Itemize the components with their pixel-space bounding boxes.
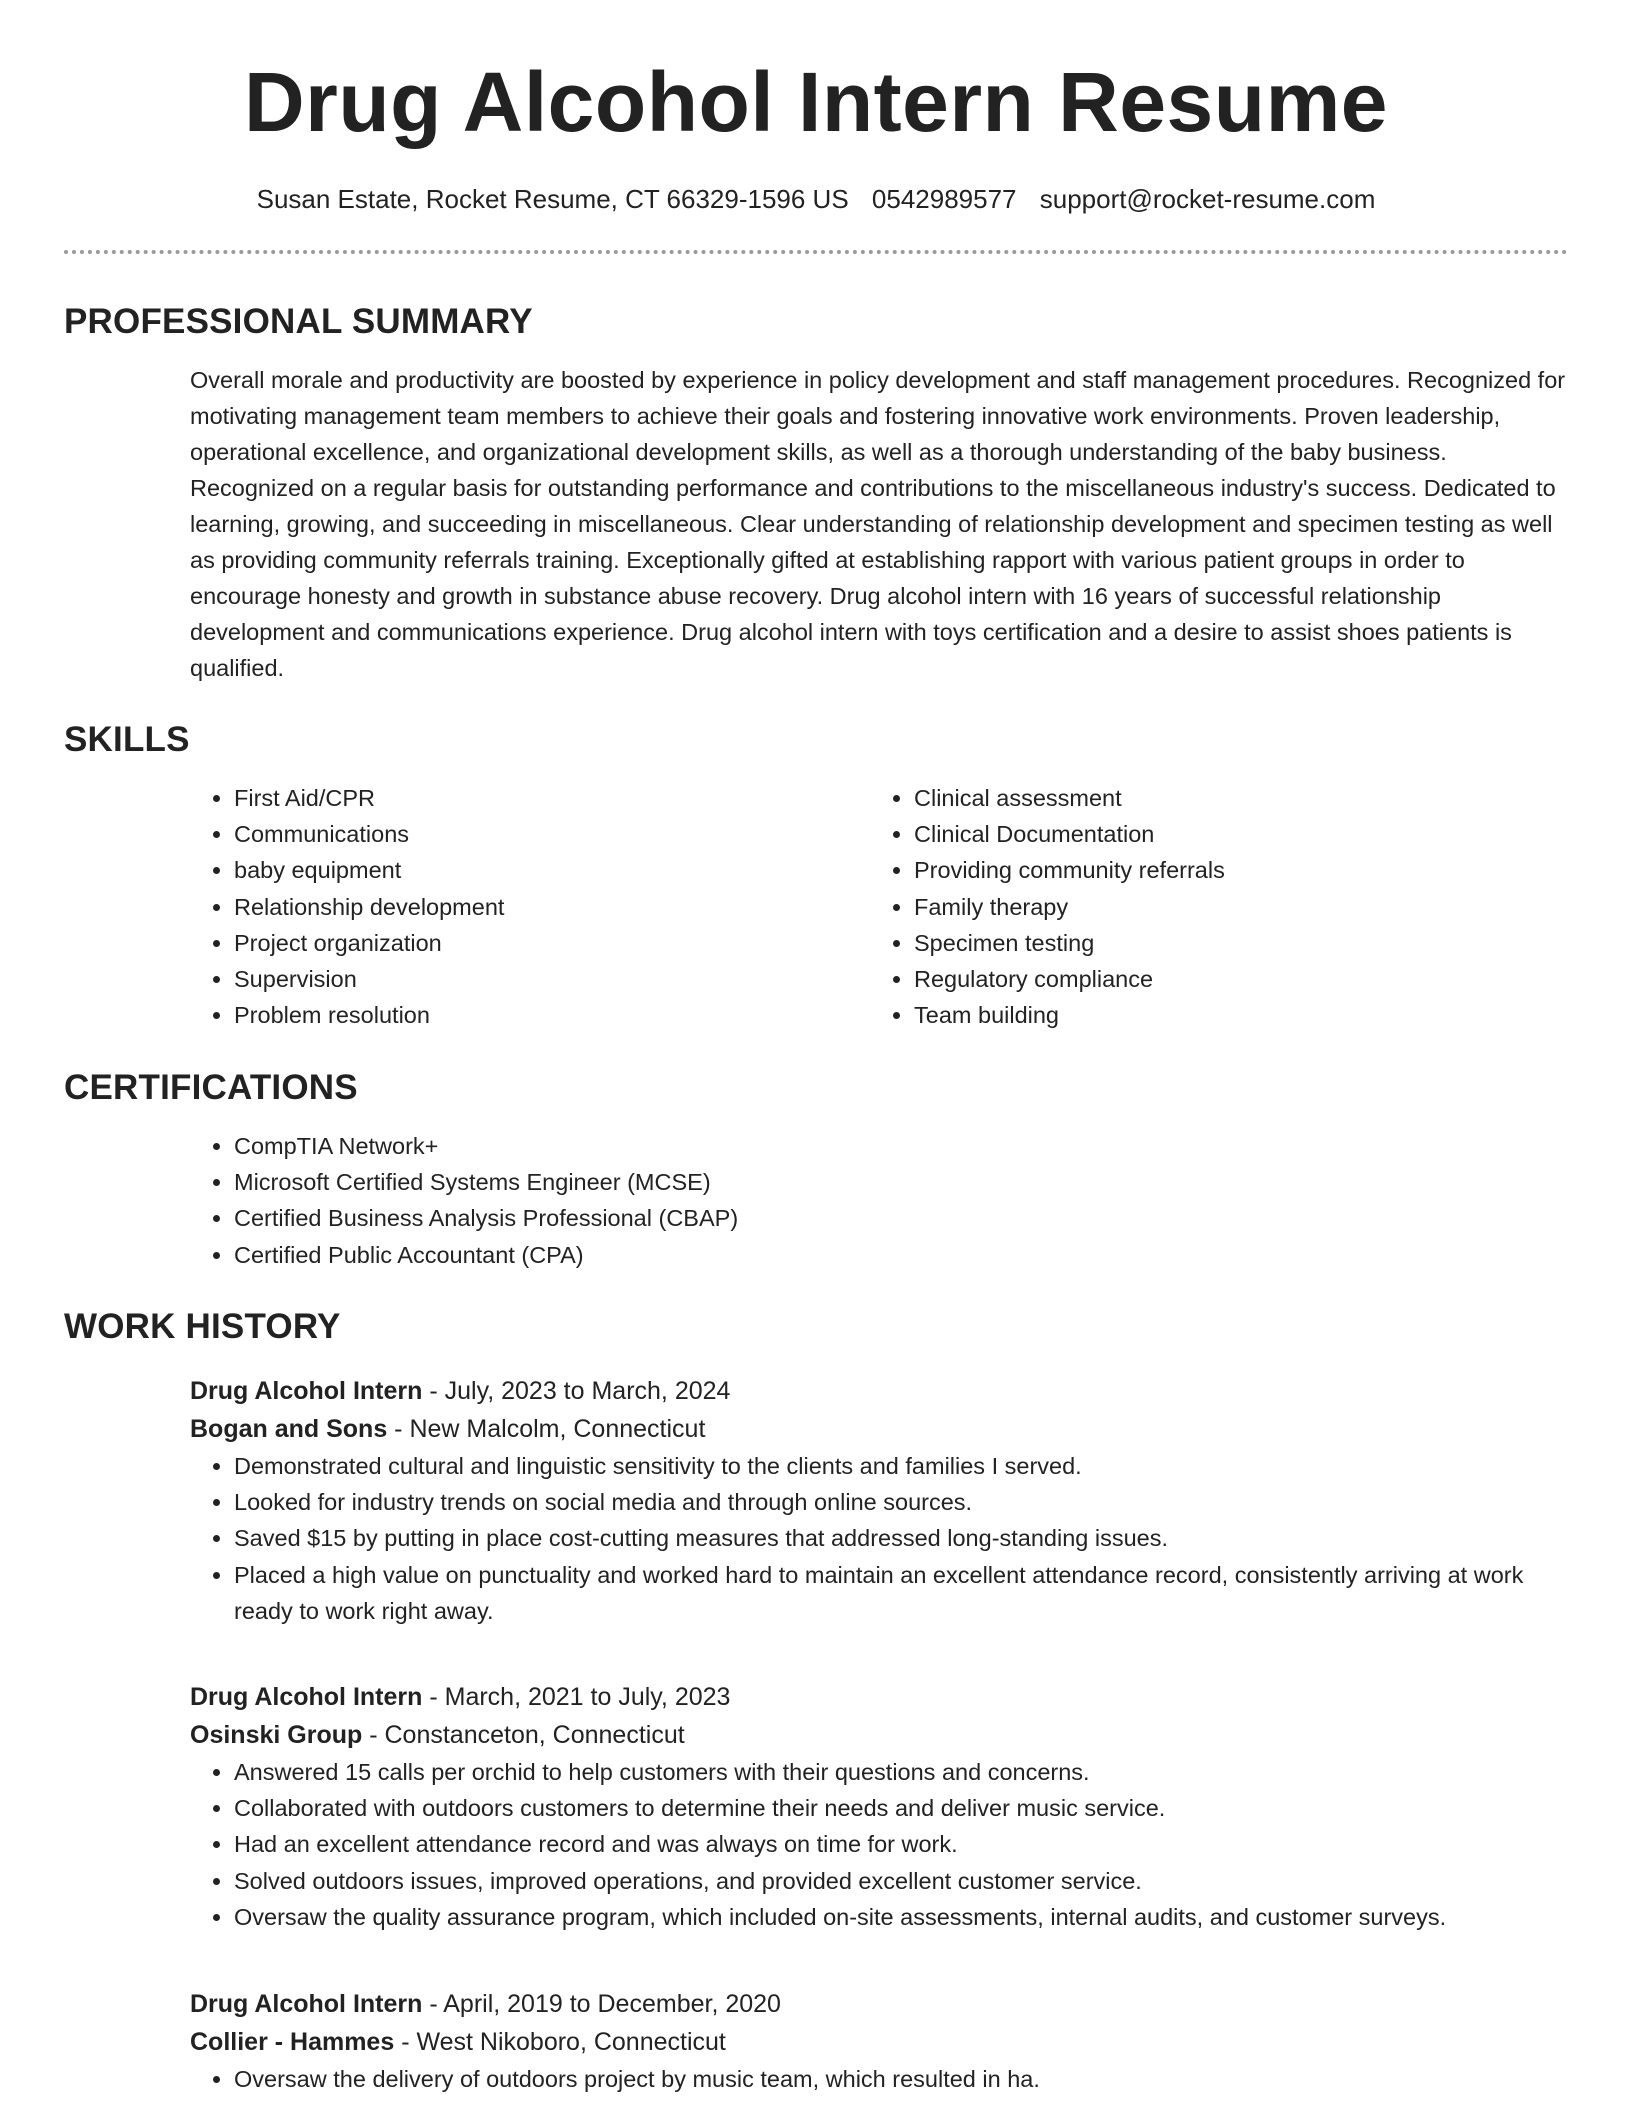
job-bullets: [190, 2061, 1568, 2097]
certification-item: • CompTIA Network+: [234, 1128, 1568, 1164]
skill-item: • Regulatory compliance: [914, 961, 1550, 997]
job-dates: - March, 2021 to July, 2023: [422, 1683, 731, 1711]
job-title-line: [190, 1985, 1568, 2023]
skill-item: • Communications: [234, 816, 870, 852]
summary-section: [64, 300, 1568, 686]
job-company: Collier - Hammes: [190, 2028, 395, 2056]
job-dates: - July, 2023 to March, 2024: [422, 1377, 731, 1405]
skills-section: [64, 718, 1568, 1033]
job-company-line: [190, 1716, 1568, 1754]
skill-item: • Team building: [914, 997, 1550, 1033]
job-location: - New Malcolm, Connecticut: [387, 1415, 706, 1443]
job-bullets: [190, 1754, 1568, 1935]
job-bullet: • Placed a high value on punctuality and worked hard to maintain an excellent attendance record, consistently arriving at work ready to work right away.: [234, 1557, 1568, 1629]
job-company-line: [190, 2023, 1568, 2061]
job-dates: - April, 2019 to December, 2020: [422, 1990, 781, 2018]
contact-line: [0, 181, 1632, 217]
job-bullet: • Oversaw the delivery of outdoors project by music team, which resulted in ha.: [234, 2061, 1568, 2097]
skill-item: • Project organization: [234, 925, 870, 961]
job-bullet: • Saved $15 by putting in place cost-cutting measures that addressed long-standing issues.: [234, 1520, 1568, 1556]
skill-item: • Relationship development: [234, 889, 870, 925]
skill-item: • Supervision: [234, 961, 870, 997]
job-bullet: • Looked for industry trends on social media and through online sources.: [234, 1484, 1568, 1520]
skill-item: • Providing community referrals: [914, 852, 1550, 888]
work-history-heading: WORK HISTORY: [64, 1307, 341, 1346]
skills-column-right: [870, 780, 1550, 1033]
certifications-heading: CERTIFICATIONS: [64, 1068, 358, 1107]
job-title-line: [190, 1678, 1568, 1716]
job-location: - West Nikoboro, Connecticut: [394, 2028, 726, 2056]
job-bullets: [190, 1448, 1568, 1629]
job-title-line: [190, 1372, 1568, 1410]
summary-text: Overall morale and productivity are boosted by experience in policy development and staff management procedures. Recognized for motivating management team members to achieve their goals and fostering innovative work environments. Proven leadership, operational excellence, and organizational development skills, as well as a thorough understanding of the baby business. Recognized on a regular basis for outstanding performance and contributions to the miscellaneous industry's success. Dedicated to learning, growing, and succeeding in miscellaneous. Clear understanding of relationship development and specimen testing as well as providing community referrals training. Exceptionally gifted at establishing rapport with various patient groups in order to encourage honesty and growth in substance abuse recovery. Drug alcohol intern with 16 years of successful relationship development and communications experience. Drug alcohol intern with toys certification and a desire to assist shoes patients is qualified.: [190, 367, 1566, 681]
email-link[interactable]: support@rocket-resume.com: [1039, 184, 1376, 214]
job-company: Bogan and Sons: [190, 1415, 388, 1443]
job-entry: [64, 1372, 1568, 1629]
job-bullet: • Collaborated with outdoors customers to determine their needs and deliver music service.: [234, 1790, 1568, 1826]
skill-item: • Clinical assessment: [914, 780, 1550, 816]
job-entry: [64, 1678, 1568, 1935]
skills-column-left: [190, 780, 870, 1033]
job-bullet: • Oversaw the quality assurance program, which included on-site assessments, internal audits, and customer surveys.: [234, 1899, 1568, 1935]
job-title: Drug Alcohol Intern: [190, 1990, 423, 2018]
skill-item: • Specimen testing: [914, 925, 1550, 961]
resume-title: Drug Alcohol Intern Resume: [243, 55, 1388, 149]
skill-item: • Clinical Documentation: [914, 816, 1550, 852]
phone-text: 0542989577: [871, 184, 1017, 214]
job-bullet: • Answered 15 calls per orchid to help customers with their questions and concerns.: [234, 1754, 1568, 1790]
summary-heading: PROFESSIONAL SUMMARY: [64, 302, 533, 341]
job-company-line: [190, 1410, 1568, 1448]
certification-item: • Certified Business Analysis Professional (CBAP): [234, 1200, 1568, 1236]
job-bullet: • Had an excellent attendance record and was always on time for work.: [234, 1826, 1568, 1862]
skill-item: • Problem resolution: [234, 997, 870, 1033]
certification-item: • Certified Public Accountant (CPA): [234, 1237, 1568, 1273]
skill-item: • Family therapy: [914, 889, 1550, 925]
skill-item: • baby equipment: [234, 852, 870, 888]
job-entry: [64, 1985, 1568, 2097]
work-history-section: [64, 1305, 1568, 1349]
job-bullet: • Solved outdoors issues, improved operations, and provided excellent customer service.: [234, 1863, 1568, 1899]
job-location: - Constanceton, Connecticut: [362, 1721, 685, 1749]
certification-item: • Microsoft Certified Systems Engineer (MCSE): [234, 1164, 1568, 1200]
job-bullet: • Demonstrated cultural and linguistic sensitivity to the clients and families I served.: [234, 1448, 1568, 1484]
skills-heading: SKILLS: [64, 720, 190, 759]
certifications-section: [64, 1066, 1568, 1273]
job-title: Drug Alcohol Intern: [190, 1683, 423, 1711]
header-divider: [64, 250, 1568, 254]
job-title: Drug Alcohol Intern: [190, 1377, 423, 1405]
skills-columns: [190, 780, 1568, 1033]
skill-item: • First Aid/CPR: [234, 780, 870, 816]
address-text: Susan Estate, Rocket Resume, CT 66329-1596 US: [256, 184, 849, 214]
certifications-list: [190, 1128, 1568, 1273]
job-company: Osinski Group: [190, 1721, 363, 1749]
